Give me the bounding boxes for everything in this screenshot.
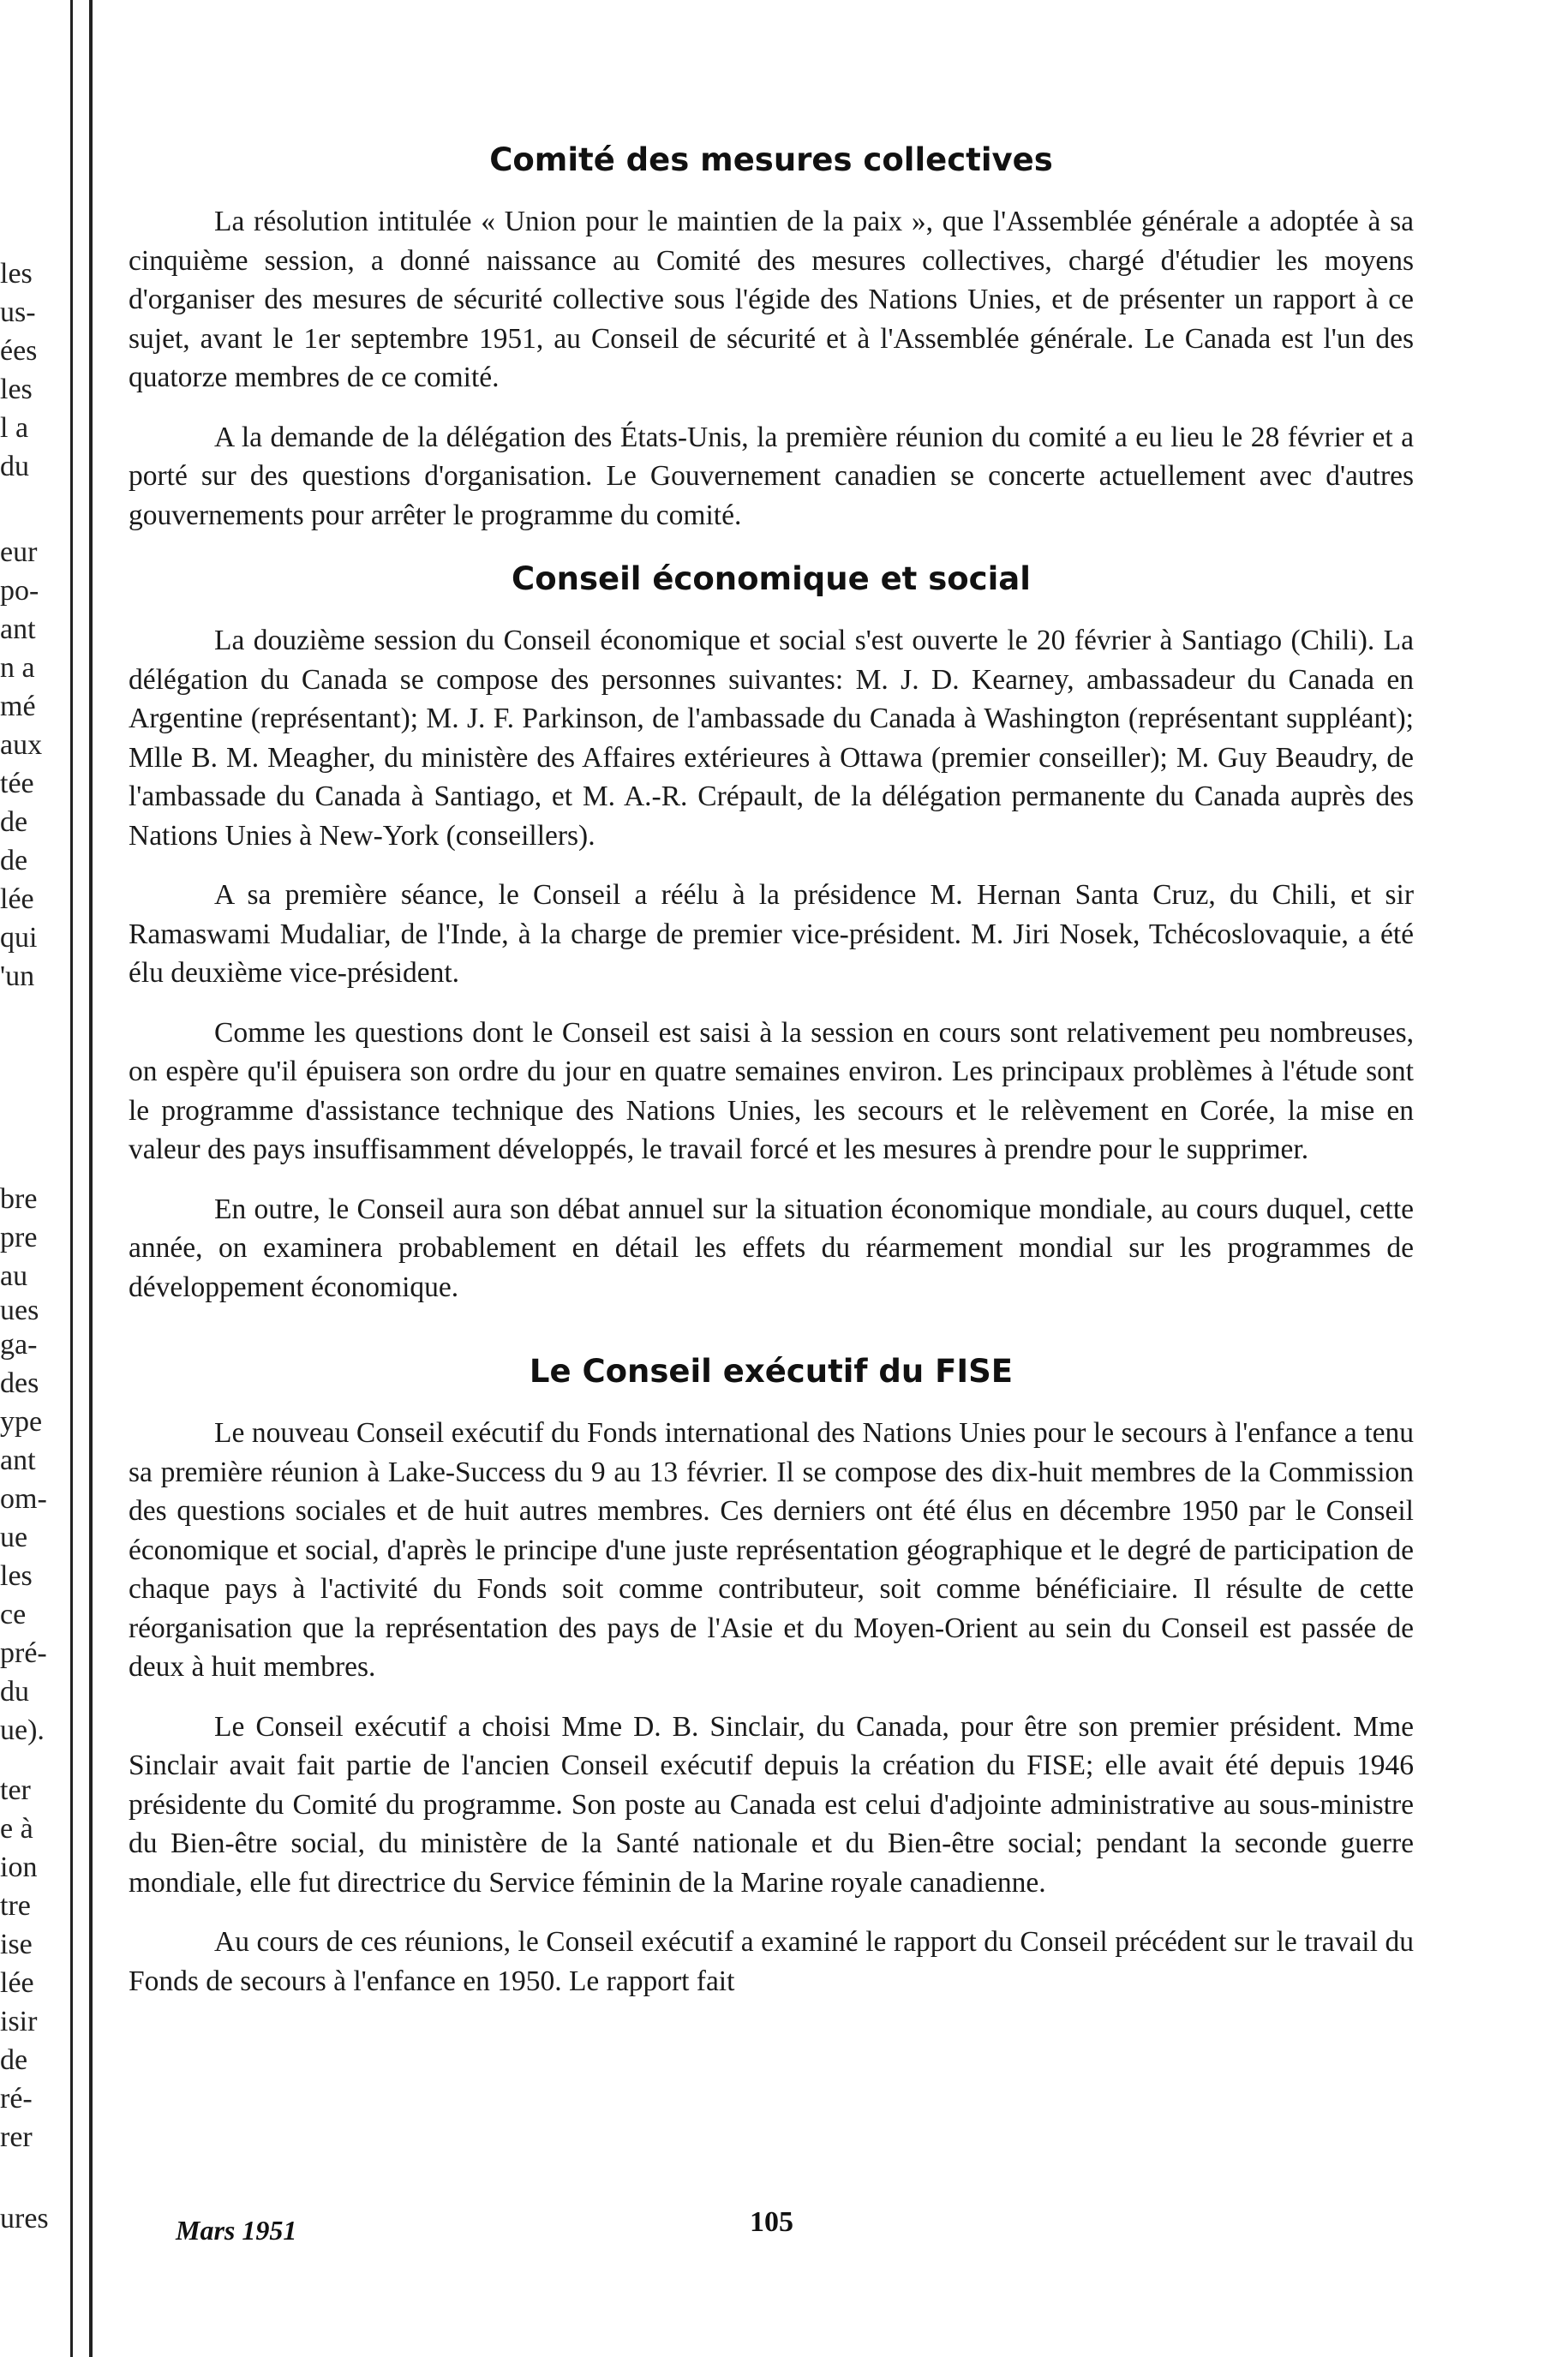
margin-fragment: po- <box>0 575 39 607</box>
paragraph: A la demande de la délégation des États-Unis, la première réunion du comité a eu lieu le 28 février et a porté sur des questions d'organisation. Le Gouvernement canadien se concerte actuellement avec d'autres gouvernements pour arrêter le programme du comité. <box>129 421 1414 531</box>
margin-fragment: isir <box>0 2006 38 2037</box>
margin-fragment: lée <box>0 1967 34 1999</box>
margin-fragment: de <box>0 2044 28 2076</box>
margin-fragment: e à <box>0 1813 33 1845</box>
margin-fragment: des <box>0 1367 39 1399</box>
margin-fragment: ter <box>0 1774 31 1806</box>
paragraph: A sa première séance, le Conseil a réélu à la présidence M. Hernan Santa Cruz, du Chili, et sir Ramaswami Mudaliar, de l'Inde, à la charge de premier vice-président. M. Jiri Nosek, Tchécoslovaquie, a été élu deuxième vice-président. <box>129 879 1414 989</box>
margin-fragment: les <box>0 258 33 290</box>
paragraph: La douzième session du Conseil économique et social s'est ouverte le 20 février à Santiago (Chili). La délégation du Canada se compose des personnes suivantes: M. J. D. Kearney, ambassadeur du Canada en Argentine (représentant); M. J. F. Parkinson, de l'ambassade du Canada à Washington (représentant suppléant); Mlle B. M. Meagher, du ministère des Affaires extérieures à Ottawa (premier conseiller); M. Guy Beaudry, de l'ambassade du Canada à Santiago, et M. A.-R. Crépault, de la délégation permanente du Canada auprès des Nations Unies à New-York (conseillers). <box>129 625 1414 852</box>
margin-fragment: pre <box>0 1222 38 1253</box>
margin-fragment: 'un <box>0 960 35 992</box>
margin-fragment: l a <box>0 412 29 444</box>
section-title-conseil-economique-social: Conseil économique et social <box>512 560 1031 597</box>
paragraph: Comme les questions dont le Conseil est saisi à la session en cours sont relativement peu nombreuses, on espère qu'il épuisera son ordre du jour en quatre semaines environ. Les principaux problèmes à l'étude sont le programme d'assistance technique des Nations Unies, les secours et le relèvement en Corée, la mise en valeur des pays insuffisamment développés, le travail forcé et les mesures à prendre pour le supprimer. <box>129 1016 1414 1165</box>
binding-line <box>70 0 73 2357</box>
margin-fragment: bre <box>0 1183 38 1215</box>
binding-line <box>89 0 93 2357</box>
margin-fragment: ues <box>0 1295 39 1326</box>
margin-fragment: tre <box>0 1890 31 1922</box>
margin-fragment: ue <box>0 1522 28 1553</box>
margin-fragment: lée <box>0 883 34 915</box>
margin-fragment: rer <box>0 2121 33 2153</box>
paragraph: La résolution intitulée « Union pour le maintien de la paix », que l'Assemblée générale a adoptée à sa cinquième session, a donné naissance au Comité des mesures collectives, chargé d'étudier les moyens d'organiser des mesures de sécurité collective sous l'égide des Nations Unies, et de présenter un rapport à ce sujet, avant le 1er septembre 1951, au Conseil de sécurité et à l'Assemblée générale. Le Canada est l'un des quatorze membres de ce comité. <box>129 206 1414 393</box>
page-number: 105 <box>750 2206 793 2238</box>
margin-fragment: les <box>0 374 33 405</box>
margin-fragment: tée <box>0 768 34 799</box>
margin-fragment: ées <box>0 335 38 367</box>
margin-fragment: om- <box>0 1483 47 1515</box>
paragraph: Au cours de ces réunions, le Conseil exécutif a examiné le rapport du Conseil précédent sur le travail du Fonds de secours à l'enfance en 1950. Le rapport fait <box>129 1926 1414 1997</box>
page-content <box>129 141 1414 2021</box>
paragraph: Le Conseil exécutif a choisi Mme D. B. Sinclair, du Canada, pour être son premier président. Mme Sinclair avait fait partie de l'ancien Conseil exécutif depuis la création du FISE; elle avait été depuis 1946 présidente du Comité du programme. Son poste au Canada est celui d'adjointe administrative au sous-ministre du Bien-être social, du ministère de la Santé nationale et du Bien-être social; pendant la seconde guerre mondiale, elle fut directrice du Service féminin de la Marine royale canadienne. <box>129 1710 1414 1899</box>
margin-fragment: qui <box>0 922 38 954</box>
section-title-conseil-executif-fise: Le Conseil exécutif du FISE <box>529 1353 1014 1390</box>
margin-fragment: ype <box>0 1406 43 1438</box>
margin-fragment: ant <box>0 1445 36 1476</box>
margin-fragment: us- <box>0 296 36 328</box>
margin-fragment: ga- <box>0 1329 38 1361</box>
margin-fragment: de <box>0 806 28 838</box>
margin-fragment: ures <box>0 2203 49 2234</box>
margin-fragment: eur <box>0 536 38 568</box>
margin-fragment: du <box>0 451 29 482</box>
margin-fragment: ion <box>0 1852 38 1883</box>
margin-fragment: aux <box>0 729 43 761</box>
margin-fragment: ant <box>0 613 36 645</box>
paragraph: Le nouveau Conseil exécutif du Fonds international des Nations Unies pour le secours à l'enfance a tenu sa première réunion à Lake-Success du 9 au 13 février. Il se compose des dix-huit membres de la Commission des questions sociales et de huit autres membres. Ces derniers ont été élus en décembre 1950 par le Conseil économique et social, d'après le principe d'une juste représentation géographique et le degré de participation de chaque pays à l'activité du Fonds soit comme contributeur, soit comme bénéficiaire. Il résulte de cette réorganisation que la représentation des pays de l'Asie et du Moyen-Orient au sein du Conseil est passée de deux à huit membres. <box>129 1417 1414 1683</box>
margin-fragment: ré- <box>0 2083 33 2115</box>
margin-fragment: pré- <box>0 1637 47 1669</box>
margin-fragment: n a <box>0 652 35 684</box>
left-margin-fragments <box>0 0 70 2357</box>
margin-fragment: mé <box>0 691 36 722</box>
margin-fragment: ce <box>0 1599 27 1630</box>
margin-fragment: ue). <box>0 1714 45 1746</box>
margin-fragment: ise <box>0 1929 33 1960</box>
margin-fragment: de <box>0 845 28 876</box>
paragraph: En outre, le Conseil aura son débat annuel sur la situation économique mondiale, au cours duquel, cette année, on examinera probablement en détail les effets du réarmement mondial sur les programmes de développement économique. <box>129 1193 1414 1303</box>
footer-issue: Mars 1951 <box>176 2215 297 2246</box>
margin-fragment: au <box>0 1260 28 1292</box>
margin-fragment: les <box>0 1560 33 1592</box>
margin-fragment: du <box>0 1676 29 1708</box>
section-title-comite-mesures-collectives: Comité des mesures collectives <box>489 141 1053 178</box>
